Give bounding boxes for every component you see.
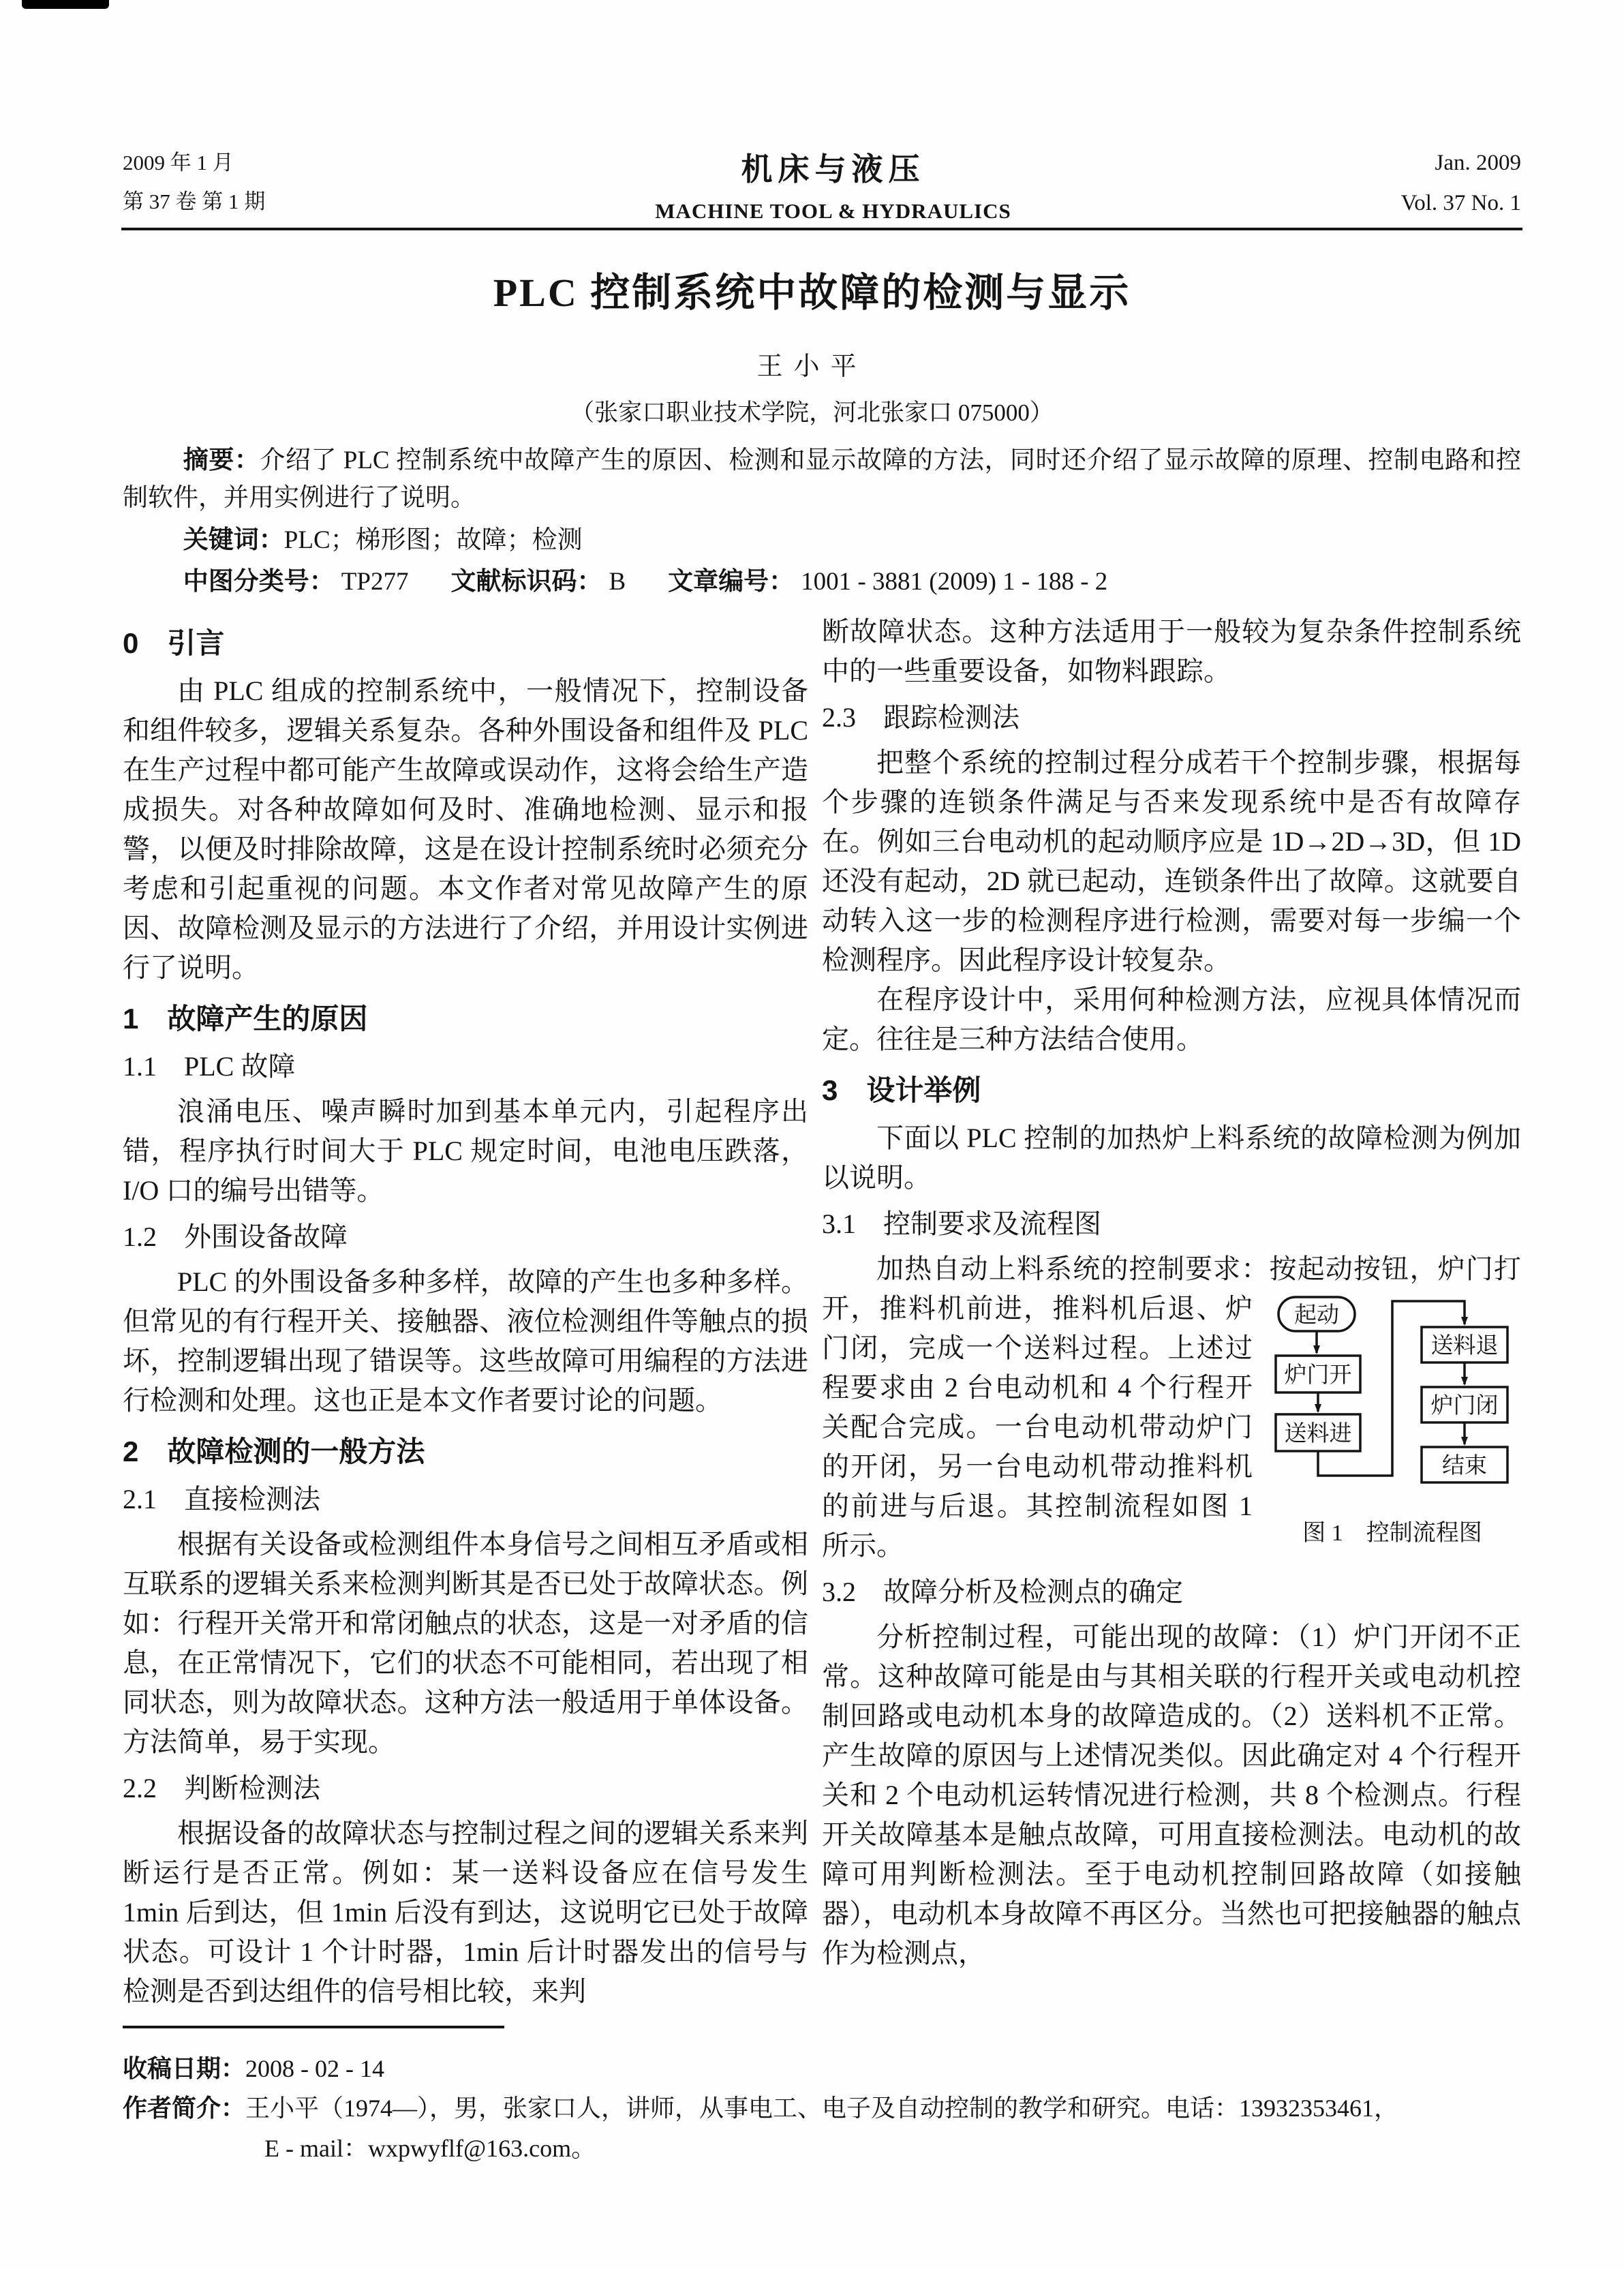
subsection-heading-1-2: 1.2 外围设备故障 [123,1221,348,1252]
clc-value: TP277 [341,568,409,596]
abstract-block [123,442,1521,601]
author-bio-label: 作者简介： [123,2094,246,2122]
author-bio-line [123,2088,1527,2128]
subsection-heading-3-1: 3.1 控制要求及流程图 [822,1208,1101,1239]
doc-code-value: B [609,568,626,596]
paragraph-3-1 [822,1249,1521,1566]
issue-volume-en: Vol. 37 No. 1 [1400,191,1521,216]
author-bio-text: 王小平（1974—），男，张家口人，讲师，从事电工、电子及自动控制的教学和研究。电话：13932353461， [245,2095,1399,2122]
figure-1 [1263,1293,1521,1550]
paragraph-design-note: 在程序设计中，采用何种检测方法，应视具体情况而定。往往是三种方法结合使用。 [822,984,1521,1054]
figure-1-caption: 图 1 控制流程图 [1302,1520,1482,1546]
section-heading-2: 2 故障检测的一般方法 [123,1435,425,1467]
issue-date-en: Jan. 2009 [1435,151,1521,175]
keywords-line [123,521,1521,560]
footnote-block [123,2049,1527,2168]
doc-code-label: 文献标识码： [450,567,602,596]
journal-name-cn: 机床与液压 [741,152,925,187]
header-divider [121,228,1522,230]
subsection-heading-2-2: 2.2 判断检测法 [123,1772,320,1803]
journal-name [655,144,1011,224]
issue-info-cn [123,143,265,222]
keywords-text: PLC；梯形图；故障；检测 [284,526,583,554]
received-date-label: 收稿日期： [123,2054,246,2082]
section-heading-3: 3 设计举例 [822,1074,981,1106]
paragraph-2-1: 根据有关设备或检测组件本身信号之间相互矛盾或相互联系的逻辑关系来检测判断其是否已处于故障状态。例如：行程开关常开和常闭触点的状态，这是一对矛盾的信息，在正常情况下，它们的状态不可能相同，若出现了相同状态，则为故障状态。这种方法一般适用于单体设备。方法简单，易于实现。 [123,1528,808,1757]
right-column [822,612,1521,1973]
paragraph-3: 下面以 PLC 控制的加热炉上料系统的故障检测为例加以说明。 [822,1122,1521,1193]
journal-header [123,143,1521,224]
paragraph-intro: 由 PLC 组成的控制系统中，一般情况下，控制设备和组件较多，逻辑关系复杂。各种外围设备和组件及 PLC 在生产过程中都可能产生故障或误动作，这将会给生产造成损失。对各种故障如何及时、准确地检测、显示和报警，以便及时排除故障，这是在设计控制系统时必须充分考虑和引起重视的问题。本文作者对常见故障产生的原因、故障检测及显示的方法进行了介绍，并用设计实例进行了说明。 [123,675,808,983]
paragraph-2-3: 把整个系统的控制过程分成若干个控制步骤，根据每个步骤的连锁条件满足与否来发现系统中是否有故障存在。例如三台电动机的起动顺序应是 1D→2D→3D，但 1D 还没有起动，2D 就已起动，连锁条件出了故障。这就要自动转入这一步的检测程序进行检测，需要对每一步编一个检测程序。因此程序设计较复杂。 [822,747,1521,975]
section-heading-1: 1 故障产生的原因 [123,1002,368,1035]
subsection-heading-2-1: 2.1 直接检测法 [123,1483,320,1514]
issue-date-cn: 2009 年 1 月 [123,151,234,174]
page-title: PLC 控制系统中故障的检测与显示 [493,271,1131,315]
author-affiliation: （张家口职业技术学院，河北张家口 075000） [570,399,1054,426]
received-date-value: 2008 - 02 - 14 [245,2055,384,2082]
figure-1-flowchart [1266,1293,1518,1511]
flow-node-end-label: 结束 [1442,1453,1487,1478]
paragraph-3-2: 分析控制过程，可能出现的故障：（1）炉门开闭不正常。这种故障可能是由与其相关联的行程开关或电动机控制回路或电动机本身的故障造成的。（2）送料机不正常。产生故障的原因与上述情况类似。因此确定对 4 个行程开关和 2 个电动机运转情况进行检测，共 8 个检测点。行程开关故障基本是触点故障，可用直接检测法。电动机的故障可用判断检测法。至于电动机控制回路故障（如接触器），电动机本身故障不再区分。当然也可把接触器的触点作为检测点， [822,1621,1521,1968]
subsection-heading-1-1: 1.1 PLC 故障 [123,1050,296,1082]
author-name: 王小平 [756,352,868,381]
flow-node-start-label: 起动 [1294,1303,1339,1328]
subsection-heading-2-3: 2.3 跟踪检测法 [822,702,1020,733]
paragraph-1-2: PLC 的外围设备多种多样，故障的产生也多种多样。但常见的有行程开关、接触器、液位检测组件等触点的损坏，控制逻辑出现了错误等。这些故障可用编程的方法进行检测和处理。这也正是本文作者要讨论的问题。 [123,1266,808,1416]
keywords-label: 关键词： [183,525,284,553]
paragraph-1-1: 浪涌电压、噪声瞬时加到基本单元内，引起程序出错，程序执行时间大于 PLC 规定时间，电池电压跌落，I/O 口的编号出错等。 [123,1095,808,1206]
left-column [123,612,808,2011]
abstract-label: 摘要： [183,446,260,474]
flow-node-feed-back-label: 送料退 [1430,1333,1499,1358]
abstract-text: 介绍了 PLC 控制系统中故障产生的原因、检测和显示故障的方法，同时还介绍了显示故障的原理、控制电路和控制软件，并用实例进行了说明。 [123,446,1522,512]
flow-node-feed-forward-label: 送料进 [1284,1421,1352,1446]
author-email-line: E - mail：wxpwyflf@163.com。 [264,2134,596,2162]
paragraph-3-1-part-b: 门打开，推料机前进，推料机后退、炉门闭，完成一个送料过程。上述过程要求由 2 台电动机和 4 个行程开关配合完成。一台电动机带动炉门的开闭，另一台电动机带动推料机的前进与后退。其控制流程如图 1 所示。 [822,1253,1522,1561]
paragraph-3-1-part-a: 加热自动上料系统的控制要求：按起动按钮，炉 [876,1253,1466,1284]
paragraph-2-2-continued: 断故障状态。这种方法适用于一般较为复杂条件控制系统中的一些重要设备，如物料跟踪。 [822,616,1521,686]
footnote-divider [123,2026,504,2028]
issue-volume-cn: 第 37 卷 第 1 期 [123,189,266,214]
article-id-label: 文章编号： [668,567,795,596]
article-id-value: 1001 - 3881 (2009) 1 - 188 - 2 [801,568,1108,596]
flow-node-door-open-label: 炉门开 [1284,1362,1352,1388]
abstract-paragraph [123,442,1521,517]
classification-line [123,563,1521,601]
journal-name-en: MACHINE TOOL & HYDRAULICS [655,199,1011,223]
section-heading-0: 0 引言 [123,627,225,659]
issue-info-en [1401,143,1521,224]
flow-node-door-close-label: 炉门闭 [1430,1393,1499,1418]
received-date-line [123,2049,1527,2088]
subsection-heading-3-2: 3.2 故障分析及检测点的确定 [822,1576,1183,1607]
scan-artifact [22,0,109,9]
clc-label: 中图分类号： [183,567,335,596]
paragraph-2-2: 根据设备的故障状态与控制过程之间的逻辑关系来判断运行是否正常。例如：某一送料设备应在信号发生 1min 后到达，但 1min 后没有到达，这说明它已处于故障状态。可设计 1 个计时器，1min 后计时器发出的信号与检测是否到达组件的信号相比较，来判 [123,1817,808,2007]
